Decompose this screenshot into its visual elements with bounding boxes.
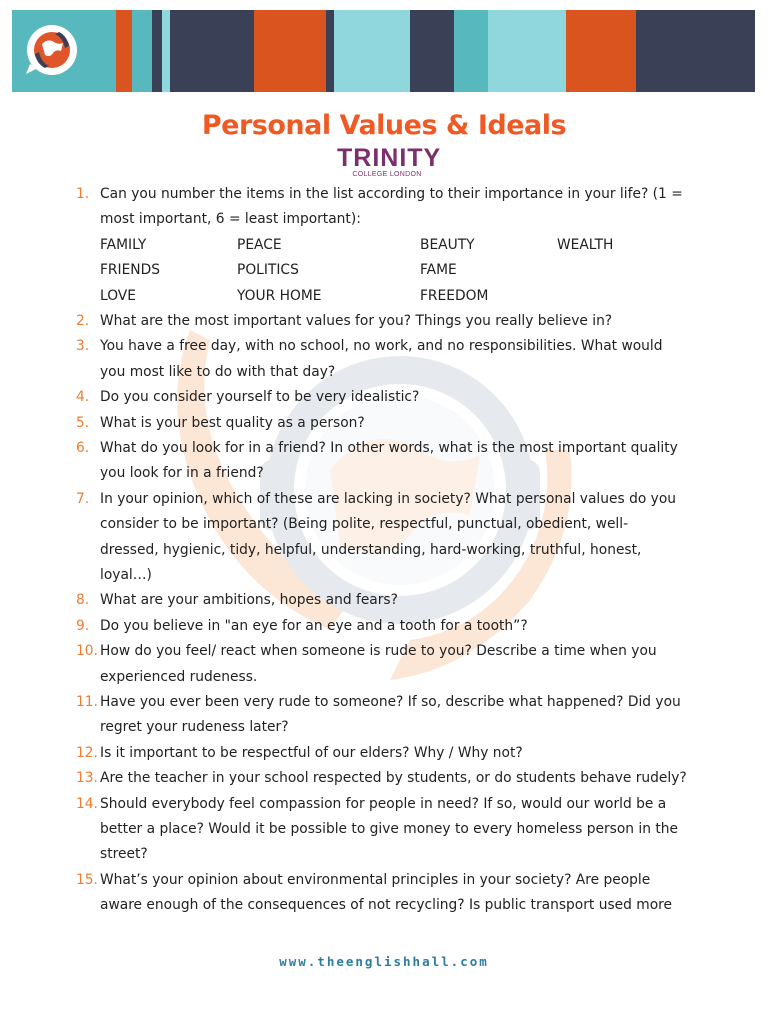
- logo-icon: [22, 20, 84, 82]
- question-text-line: Should everybody feel compassion for people in need? If so, would our world be a: [100, 795, 667, 812]
- question-text-line: In your opinion, which of these are lacking in society? What personal values do you: [100, 490, 676, 507]
- question-text-line: better a place? Would it be possible to give money to every homeless person in the: [100, 820, 679, 837]
- question-number: 14.: [76, 795, 98, 812]
- question-text-line: What do you look for in a friend? In other words, what is the most important quality: [100, 440, 678, 456]
- question-text-line: You have a free day, with no school, no work, and no responsibilities. What would: [100, 338, 663, 355]
- value-term: YOUR HOME: [237, 287, 322, 304]
- value-term: LOVE: [100, 287, 136, 304]
- question-number: 11.: [76, 694, 98, 710]
- value-term: FAME: [420, 262, 457, 279]
- banner-stripe: [566, 10, 636, 92]
- question-number: 12.: [76, 744, 98, 761]
- banner-stripe: [174, 10, 254, 92]
- question-text-line: you most like to do with that day?: [100, 363, 336, 380]
- trinity-logo: [337, 144, 442, 179]
- question-text-line: Can you number the items in the list according to their importance in your life? (1 =: [100, 186, 683, 202]
- question-text-line: dressed, hygienic, tidy, helpful, understanding, hard-working, truthful, honest,: [100, 541, 642, 558]
- banner-stripe: [410, 10, 454, 92]
- trinity-subtitle: COLLEGE LONDON: [352, 171, 422, 178]
- value-term: FAMILY: [100, 236, 147, 253]
- question-text-line: Have you ever been very rude to someone? If so, describe what happened? Did you: [100, 694, 681, 710]
- banner-stripe: [454, 10, 488, 92]
- question-number: 8.: [76, 592, 90, 609]
- question-number: 2.: [76, 313, 90, 329]
- footer-url[interactable]: www.theenglishhall.com: [279, 954, 489, 969]
- question-text-line: What is your best quality as a person?: [100, 414, 365, 431]
- value-term: BEAUTY: [420, 236, 475, 253]
- trinity-name: TRINITY: [337, 144, 442, 172]
- value-term: FRIENDS: [100, 262, 161, 279]
- question-text-line: How do you feel/ react when someone is rude to you? Describe a time when you: [100, 643, 657, 660]
- page-title: Personal Values & Ideals: [201, 110, 567, 141]
- question-text-line: experienced rudeness.: [100, 668, 258, 685]
- question-text-line: Do you consider yourself to be very idealistic?: [100, 389, 420, 406]
- question-text-line: consider to be important? (Being polite, respectful, punctual, obedient, well-: [100, 516, 629, 533]
- question-number: 15.: [76, 871, 98, 888]
- banner-stripe: [132, 10, 152, 92]
- question-number: 1.: [76, 186, 90, 202]
- question-number: 13.: [76, 770, 98, 787]
- question-text-line: street?: [100, 846, 148, 863]
- value-term: POLITICS: [237, 262, 299, 279]
- value-term: WEALTH: [557, 236, 614, 253]
- question-number: 6.: [76, 440, 90, 456]
- question-text-line: What are your ambitions, hopes and fears?: [100, 592, 398, 609]
- header-banner: [12, 10, 755, 92]
- question-number: 9.: [76, 617, 90, 634]
- value-term: PEACE: [237, 236, 282, 253]
- question-text-line: loyal…): [100, 566, 152, 583]
- question-text-line: aware enough of the consequences of not recycling? Is public transport used more: [100, 897, 672, 914]
- question-text-line: Are the teacher in your school respected by students, or do students behave rudely?: [100, 770, 687, 787]
- question-number: 3.: [76, 338, 90, 355]
- question-text-line: What are the most important values for you? Things you really believe in?: [100, 313, 613, 329]
- banner-stripe: [162, 10, 170, 92]
- question-number: 5.: [76, 414, 90, 431]
- banner-stripe: [636, 10, 755, 92]
- banner-stripe: [254, 10, 326, 92]
- question-text-line: Is it important to be respectful of our elders? Why / Why not?: [100, 744, 523, 761]
- banner-stripe: [488, 10, 566, 92]
- question-text-line: What’s your opinion about environmental principles in your society? Are people: [100, 871, 651, 888]
- question-number: 4.: [76, 389, 90, 406]
- question-text-line: Do you believe in "an eye for an eye and a tooth for a tooth”?: [100, 617, 528, 634]
- question-number: 10.: [76, 643, 98, 660]
- question-text-line: you look for in a friend?: [100, 465, 264, 482]
- question-text-line: most important, 6 = least important):: [100, 211, 361, 228]
- banner-stripe: [334, 10, 410, 92]
- question-text-line: regret your rudeness later?: [100, 719, 289, 736]
- value-term: FREEDOM: [420, 287, 489, 304]
- question-number: 7.: [76, 490, 90, 507]
